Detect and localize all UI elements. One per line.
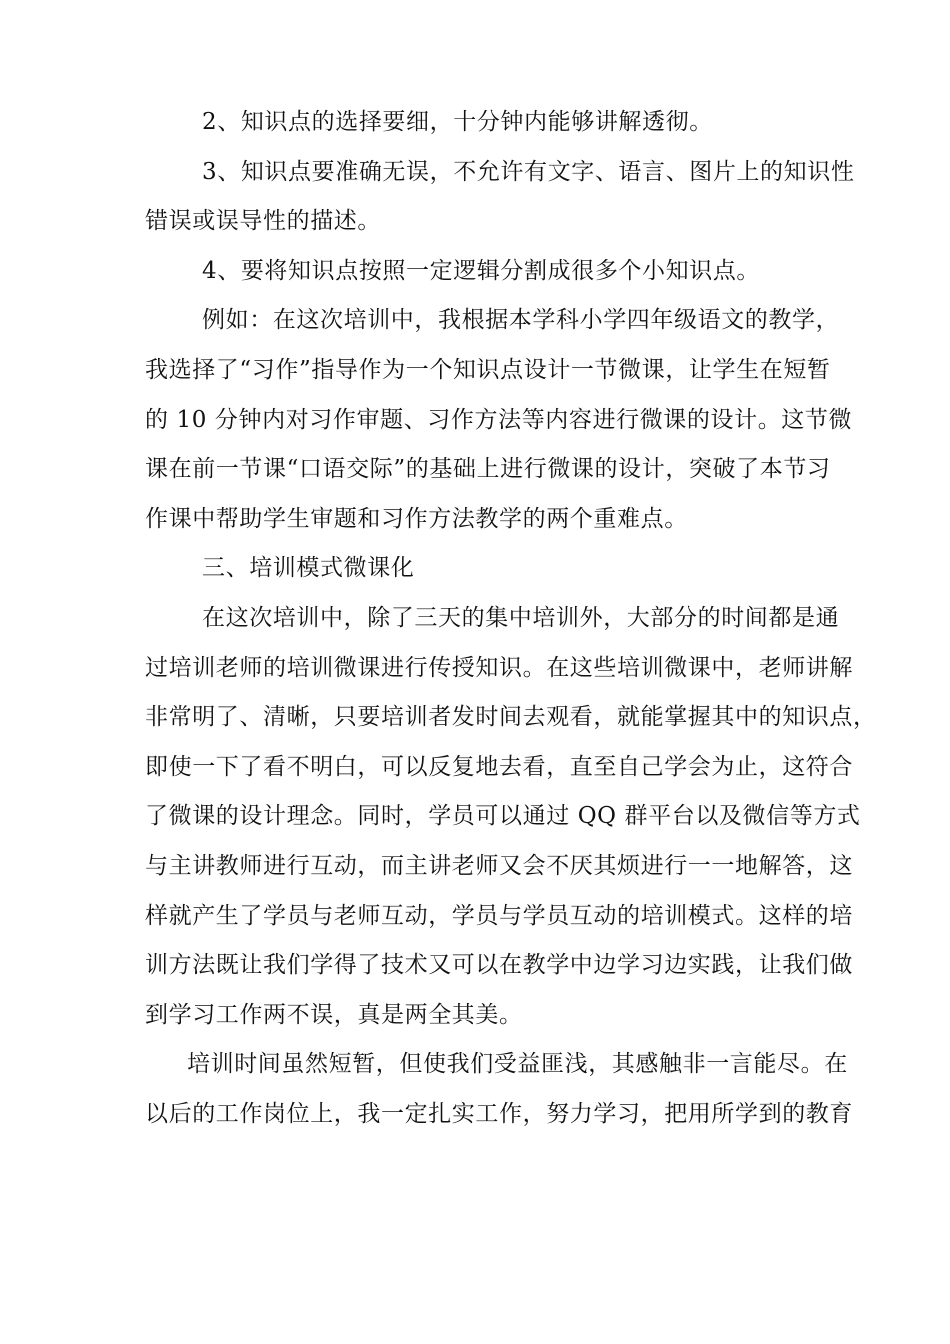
- document-body: [145, 98, 877, 1139]
- text-line: 例如：在这次培训中，我根据本学科小学四年级语文的教学，: [202, 307, 840, 334]
- text-line: 2、知识点的选择要细，十分钟内能够讲解透彻。: [202, 109, 713, 135]
- text-line: 与主讲教师进行互动，而主讲老师又会不厌其烦进行一一地解答，这: [145, 852, 853, 879]
- text-line: 3、知识点要准确无误，不允许有文字、语言、图片上的知识性: [202, 158, 855, 185]
- section-heading: [145, 544, 825, 594]
- text-line: 4、要将知识点按照一定逻辑分割成很多个小知识点。: [202, 257, 761, 284]
- text-line: 课在前一节课“口语交际”的基础上进行微课的设计，突破了本节习: [145, 456, 831, 483]
- paragraph-point-2: [145, 98, 825, 148]
- text-line: 了微课的设计理念。同时，学员可以通过 QQ 群平台以及微信等方式: [145, 803, 861, 830]
- text-line: 样就产生了学员与老师互动，学员与学员互动的培训模式。这样的培: [145, 902, 853, 929]
- section-heading-text: 三、培训模式微课化: [202, 555, 415, 582]
- text-line: 作课中帮助学生审题和习作方法教学的两个重难点。: [145, 505, 688, 532]
- paragraph-point-3: [145, 148, 855, 247]
- paragraph-example: [145, 296, 853, 544]
- text-line: 我选择了“习作”指导作为一个知识点设计一节微课，让学生在短暂: [145, 356, 831, 383]
- text-line: 非常明了、清晰，只要培训者发时间去观看，就能掌握其中的知识点，: [145, 704, 877, 731]
- text-line: 以后的工作岗位上，我一定扎实工作，努力学习，把用所学到的教育: [145, 1100, 853, 1127]
- text-line: 在这次培训中，除了三天的集中培训外，大部分的时间都是通: [202, 604, 840, 631]
- text-line: 训方法既让我们学得了技术又可以在教学中边学习边实践，让我们做: [145, 952, 853, 979]
- text-line: 错误或误导性的描述。: [145, 208, 381, 235]
- text-line: 培训时间虽然短暂，但使我们受益匪浅，其感触非一言能尽。在: [187, 1051, 848, 1078]
- paragraph-conclusion: [145, 1040, 853, 1139]
- text-line: 到学习工作两不误，真是两全其美。: [145, 1001, 523, 1028]
- paragraph-training-mode: [145, 594, 877, 1040]
- text-line: 即使一下了看不明白，可以反复地去看，直至自己学会为止，这符合: [145, 753, 853, 780]
- text-line: 过培训老师的培训微课进行传授知识。在这些培训微课中，老师讲解: [145, 654, 853, 681]
- text-line: 的 10 分钟内对习作审题、习作方法等内容进行微课的设计。这节微: [145, 406, 853, 433]
- paragraph-point-4: [145, 247, 825, 297]
